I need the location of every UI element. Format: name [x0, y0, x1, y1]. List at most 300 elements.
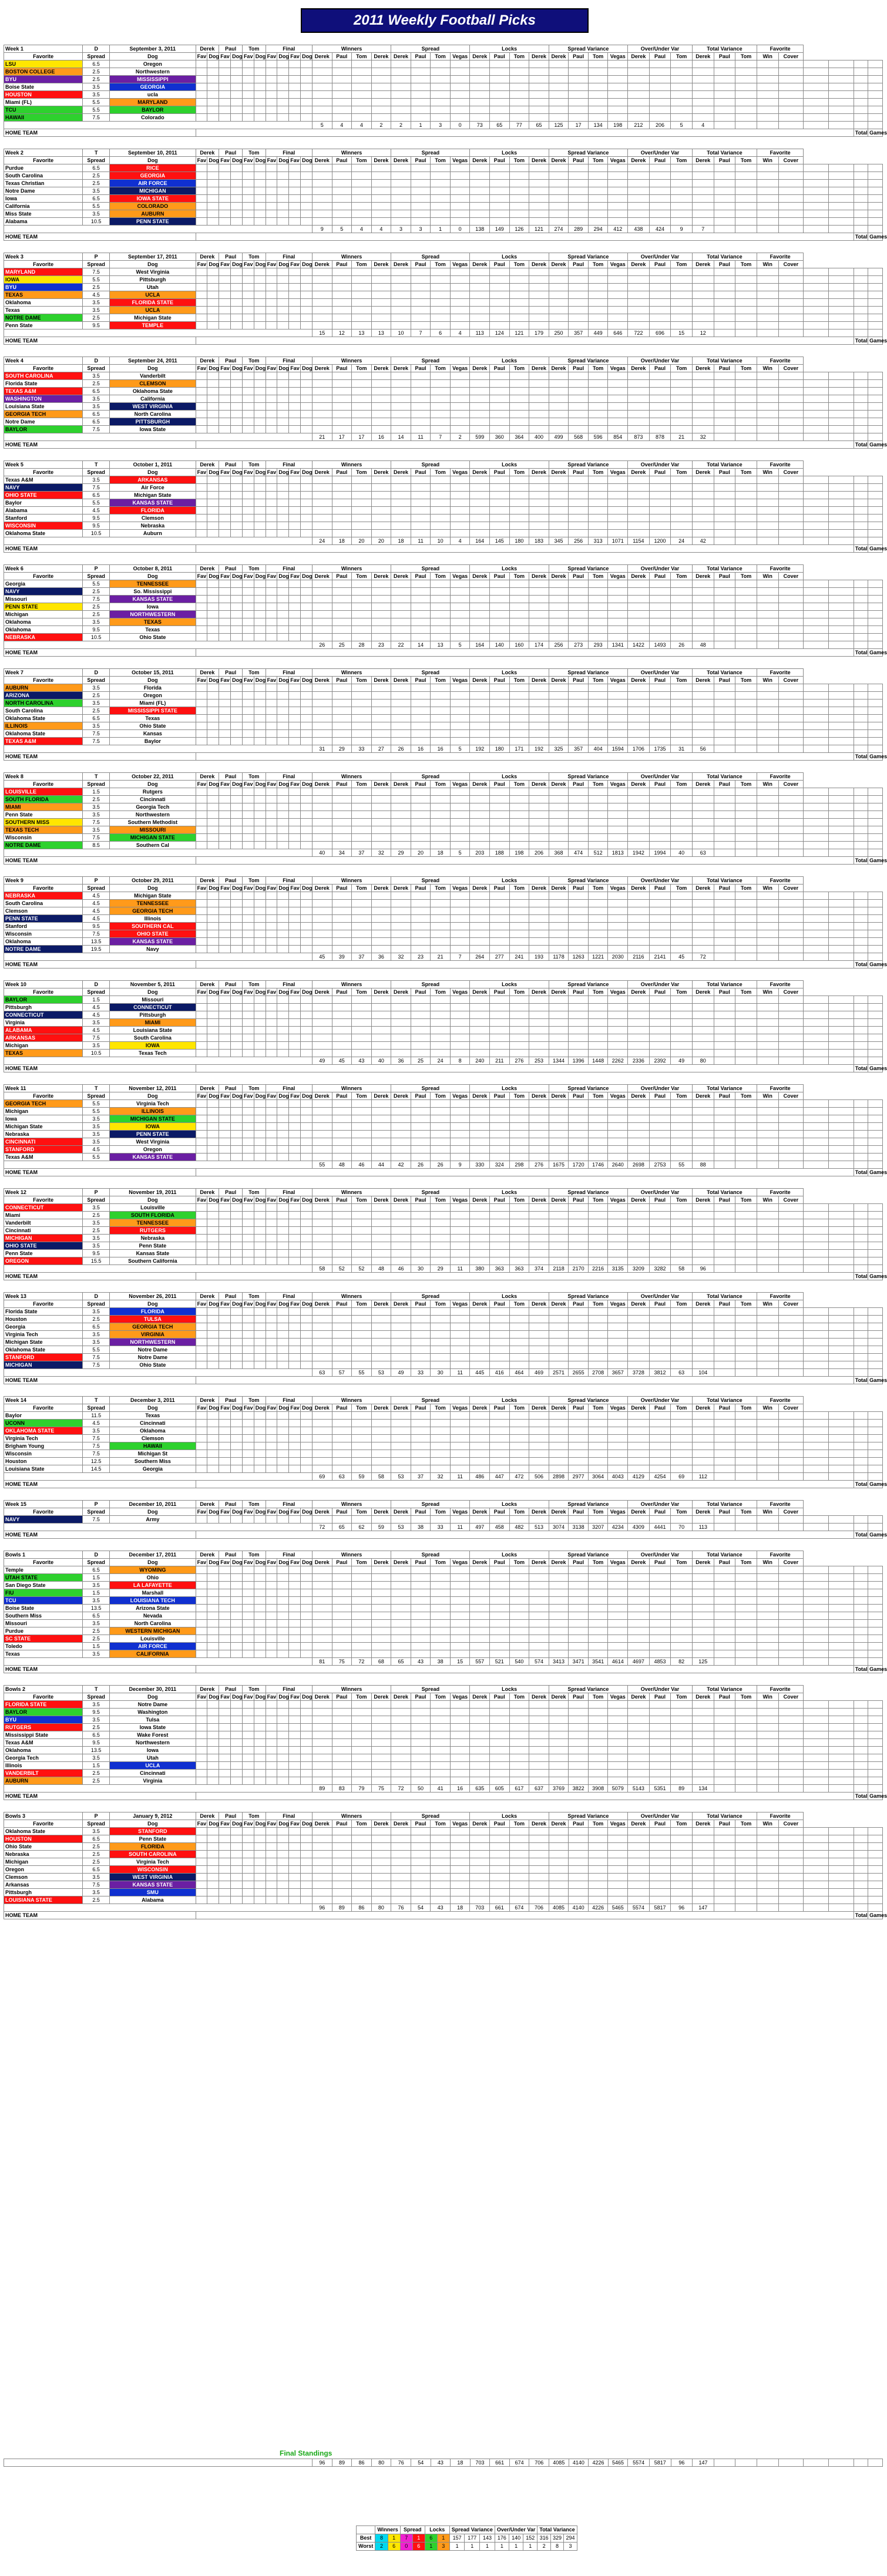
- stat-cell: [509, 203, 529, 210]
- dog-team: MISSOURI: [110, 826, 196, 834]
- score-cell: [219, 738, 231, 745]
- stat-cell: [450, 395, 470, 403]
- score-cell: [266, 580, 277, 588]
- stat-cell: [332, 83, 352, 91]
- stat-cell: [735, 1235, 757, 1242]
- stat-cell: [854, 700, 868, 707]
- stat-cell: [549, 1242, 569, 1250]
- stat-cell: [391, 938, 411, 946]
- col-dog: Dog: [231, 573, 243, 580]
- stat-cell: [431, 834, 451, 842]
- stat-cell: [714, 403, 735, 411]
- stat-cell: [804, 826, 829, 834]
- score-cell: [207, 826, 219, 834]
- col-paul: Paul: [490, 677, 510, 684]
- col-fav: Fav: [219, 988, 231, 996]
- score-cell: [254, 1100, 266, 1108]
- score-cell: [289, 426, 301, 433]
- score-cell: [301, 700, 313, 707]
- dog-team: South Carolina: [110, 1034, 196, 1042]
- score-cell: [277, 403, 289, 411]
- score-cell: [266, 164, 277, 172]
- game-row: [4, 596, 883, 603]
- spread-value: 7.5: [83, 484, 110, 492]
- stat-cell: [312, 907, 332, 915]
- stat-cell: [371, 99, 391, 106]
- stat-cell: [671, 195, 693, 203]
- stat-cell: [371, 1242, 391, 1250]
- stat-cell: [778, 99, 804, 106]
- stat-cell: [529, 203, 549, 210]
- stat-cell: [549, 403, 569, 411]
- stat-cell: [588, 426, 608, 433]
- score-cell: [196, 322, 207, 329]
- stat-cell: [352, 730, 372, 738]
- col-dog: Dog: [110, 157, 196, 164]
- stat-cell: [391, 618, 411, 626]
- col-fav: Fav: [266, 1196, 277, 1204]
- col-fav: Fav: [196, 885, 207, 892]
- home-team-label: HOME TEAM: [4, 1065, 196, 1072]
- stat-cell: [450, 803, 470, 811]
- week-total-value: 324: [490, 1161, 510, 1169]
- stat-cell: [490, 611, 510, 618]
- score-cell: [289, 507, 301, 514]
- stat-cell: [569, 507, 589, 514]
- col-tom: Tom: [431, 261, 451, 268]
- stat-cell: [693, 1212, 714, 1219]
- totals-pad: [714, 641, 735, 649]
- spread-value: 10.5: [83, 634, 110, 641]
- stat-cell: [628, 603, 650, 611]
- group-header: Locks: [470, 565, 549, 573]
- stat-cell: [757, 411, 778, 418]
- stat-cell: [450, 403, 470, 411]
- stat-cell: [569, 803, 589, 811]
- spread-value: 3.5: [83, 395, 110, 403]
- game-row: [4, 826, 883, 834]
- stat-cell: [649, 738, 671, 745]
- stat-cell: [608, 1123, 628, 1131]
- dog-team: MISSISSIPPI: [110, 76, 196, 83]
- stat-cell: [854, 626, 868, 634]
- stat-cell: [529, 834, 549, 842]
- stat-cell: [854, 826, 868, 834]
- total-label: Total: [854, 441, 868, 449]
- stat-cell: [470, 618, 490, 626]
- stat-cell: [470, 530, 490, 537]
- stat-cell: [778, 811, 804, 819]
- score-cell: [242, 996, 254, 1004]
- week-total-value: 2392: [649, 1057, 671, 1065]
- stat-cell: [693, 596, 714, 603]
- score-cell: [207, 1250, 219, 1257]
- stat-cell: [757, 788, 778, 796]
- week-total-value: 1200: [649, 537, 671, 545]
- game-row: [4, 299, 883, 307]
- score-cell: [207, 106, 219, 114]
- stat-cell: [332, 826, 352, 834]
- stat-cell: [608, 1115, 628, 1123]
- stat-cell: [391, 411, 411, 418]
- stat-cell: [868, 284, 883, 291]
- stat-cell: [628, 1115, 650, 1123]
- stat-cell: [490, 715, 510, 722]
- score-cell: [289, 588, 301, 596]
- stat-cell: [569, 60, 589, 68]
- score-cell: [289, 1027, 301, 1034]
- stat-cell: [391, 418, 411, 426]
- stat-cell: [693, 388, 714, 395]
- stat-cell: [352, 380, 372, 388]
- game-row: [4, 203, 883, 210]
- stat-cell: [671, 60, 693, 68]
- stat-cell: [411, 426, 431, 433]
- stat-cell: [829, 530, 854, 537]
- score-cell: [242, 187, 254, 195]
- stat-cell: [649, 1235, 671, 1242]
- stat-cell: [854, 1011, 868, 1019]
- dog-team: KANSAS STATE: [110, 938, 196, 946]
- final-header: Final: [266, 253, 312, 261]
- score-cell: [196, 268, 207, 276]
- stat-cell: [509, 1212, 529, 1219]
- stat-cell: [431, 1004, 451, 1011]
- score-cell: [231, 276, 243, 284]
- stat-cell: [693, 803, 714, 811]
- score-cell: [289, 276, 301, 284]
- stat-cell: [608, 307, 628, 314]
- stat-cell: [693, 68, 714, 76]
- stat-cell: [735, 418, 757, 426]
- tom-header: Tom: [242, 149, 266, 157]
- stat-cell: [778, 291, 804, 299]
- week-total-value: 113: [470, 329, 490, 337]
- stat-cell: [757, 588, 778, 596]
- game-row: [4, 1115, 883, 1123]
- score-cell: [207, 180, 219, 187]
- score-cell: [242, 284, 254, 291]
- score-cell: [301, 634, 313, 641]
- stat-cell: [608, 291, 628, 299]
- score-cell: [242, 803, 254, 811]
- group-header: Locks: [470, 461, 549, 469]
- stat-cell: [470, 692, 490, 700]
- stat-cell: [868, 996, 883, 1004]
- stat-cell: [829, 842, 854, 849]
- spread-value: 6.5: [83, 715, 110, 722]
- col-dog: Dog: [277, 1196, 289, 1204]
- score-cell: [196, 715, 207, 722]
- score-cell: [254, 1042, 266, 1050]
- favorite-team: Oklahoma: [4, 626, 83, 634]
- stat-cell: [854, 803, 868, 811]
- stat-cell: [804, 796, 829, 803]
- col-tom: Tom: [671, 988, 693, 996]
- stat-cell: [588, 1115, 608, 1123]
- score-cell: [266, 1250, 277, 1257]
- stat-cell: [411, 195, 431, 203]
- stat-cell: [735, 1242, 757, 1250]
- col-tom: Tom: [431, 988, 451, 996]
- col-derek: Derek: [628, 988, 650, 996]
- score-cell: [219, 1100, 231, 1108]
- week-date: October 22, 2011: [110, 773, 196, 781]
- score-cell: [266, 195, 277, 203]
- score-cell: [277, 172, 289, 180]
- stat-cell: [431, 796, 451, 803]
- stat-cell: [450, 307, 470, 314]
- stat-cell: [549, 1154, 569, 1161]
- stat-cell: [628, 938, 650, 946]
- stat-cell: [332, 1100, 352, 1108]
- favorite-team: TEXAS A&M: [4, 738, 83, 745]
- stat-cell: [529, 1204, 549, 1212]
- stat-cell: [490, 596, 510, 603]
- stat-cell: [569, 1138, 589, 1146]
- stat-cell: [757, 900, 778, 907]
- week-total-value: 2141: [649, 953, 671, 961]
- score-cell: [231, 1212, 243, 1219]
- stat-cell: [411, 1019, 431, 1027]
- stat-cell: [529, 426, 549, 433]
- week-total-value: 45: [312, 953, 332, 961]
- group-header: Spread Variance: [549, 669, 627, 677]
- stat-cell: [490, 195, 510, 203]
- stat-cell: [569, 811, 589, 819]
- score-cell: [266, 218, 277, 226]
- week-total-value: 16: [431, 745, 451, 753]
- stat-cell: [509, 284, 529, 291]
- favorite-team: Michigan: [4, 1108, 83, 1115]
- stat-cell: [371, 68, 391, 76]
- score-cell: [277, 1115, 289, 1123]
- stat-cell: [431, 180, 451, 187]
- col-paul: Paul: [649, 781, 671, 788]
- week-total-value: 34: [332, 849, 352, 857]
- group-header: Over/Under Var: [628, 253, 693, 261]
- stat-cell: [509, 380, 529, 388]
- dog-team: TENNESSEE: [110, 580, 196, 588]
- stat-cell: [490, 388, 510, 395]
- stat-cell: [450, 60, 470, 68]
- stat-cell: [391, 907, 411, 915]
- stat-cell: [391, 803, 411, 811]
- stat-cell: [778, 892, 804, 900]
- stat-cell: [649, 626, 671, 634]
- stat-cell: [569, 426, 589, 433]
- col-paul: Paul: [714, 157, 735, 164]
- stat-cell: [649, 164, 671, 172]
- week-total-value: 1396: [569, 1057, 589, 1065]
- dog-team: Texas: [110, 626, 196, 634]
- stat-cell: [332, 291, 352, 299]
- col-tom: Tom: [431, 677, 451, 684]
- stat-cell: [470, 1154, 490, 1161]
- stat-cell: [671, 842, 693, 849]
- stat-cell: [628, 1108, 650, 1115]
- totals-pad: [735, 1057, 757, 1065]
- stat-cell: [549, 811, 569, 819]
- stat-cell: [757, 499, 778, 507]
- score-cell: [277, 276, 289, 284]
- stat-cell: [431, 203, 451, 210]
- stat-cell: [431, 938, 451, 946]
- stat-cell: [649, 1204, 671, 1212]
- stat-cell: [490, 1100, 510, 1108]
- favorite-team: Michigan: [4, 611, 83, 618]
- stat-cell: [628, 1050, 650, 1057]
- stat-cell: [431, 426, 451, 433]
- week-picker-letter: T: [83, 461, 110, 469]
- stat-cell: [549, 1250, 569, 1257]
- stat-cell: [804, 1100, 829, 1108]
- score-cell: [301, 307, 313, 314]
- score-cell: [242, 684, 254, 692]
- stat-cell: [352, 291, 372, 299]
- col-paul: Paul: [714, 677, 735, 684]
- stat-cell: [549, 796, 569, 803]
- stat-cell: [529, 1131, 549, 1138]
- stat-cell: [588, 1019, 608, 1027]
- score-cell: [254, 314, 266, 322]
- stat-cell: [411, 684, 431, 692]
- stat-cell: [693, 618, 714, 626]
- stat-cell: [671, 938, 693, 946]
- stat-cell: [450, 1131, 470, 1138]
- stat-cell: [431, 172, 451, 180]
- score-cell: [196, 372, 207, 380]
- stat-cell: [450, 580, 470, 588]
- stat-cell: [649, 203, 671, 210]
- score-cell: [289, 476, 301, 484]
- stat-cell: [714, 210, 735, 218]
- score-cell: [207, 76, 219, 83]
- group-header: Spread Variance: [549, 149, 627, 157]
- home-spacer: [196, 961, 854, 968]
- stat-cell: [628, 380, 650, 388]
- stat-cell: [854, 1242, 868, 1250]
- stat-cell: [529, 99, 549, 106]
- score-cell: [242, 722, 254, 730]
- stat-cell: [549, 322, 569, 329]
- score-cell: [207, 1034, 219, 1042]
- game-row: [4, 507, 883, 514]
- stat-cell: [509, 1242, 529, 1250]
- stat-cell: [391, 692, 411, 700]
- stat-cell: [391, 603, 411, 611]
- spread-value: 8.5: [83, 842, 110, 849]
- score-cell: [254, 68, 266, 76]
- stat-cell: [714, 796, 735, 803]
- stat-cell: [671, 580, 693, 588]
- stat-cell: [332, 284, 352, 291]
- stat-cell: [470, 314, 490, 322]
- stat-cell: [509, 588, 529, 596]
- week-totals-row: [4, 953, 883, 961]
- score-cell: [231, 611, 243, 618]
- game-row: [4, 796, 883, 803]
- stat-cell: [778, 395, 804, 403]
- game-row: [4, 834, 883, 842]
- stat-cell: [470, 1242, 490, 1250]
- group-header: Winners: [312, 45, 391, 53]
- stat-cell: [714, 730, 735, 738]
- stat-cell: [829, 1027, 854, 1034]
- week-total-value: 26: [431, 1161, 451, 1169]
- score-cell: [242, 892, 254, 900]
- stat-cell: [778, 707, 804, 715]
- stat-cell: [671, 426, 693, 433]
- tom-header: Tom: [242, 1085, 266, 1092]
- col-favorite: Favorite: [4, 365, 83, 372]
- stat-cell: [735, 388, 757, 395]
- col-dog: Dog: [207, 677, 219, 684]
- favorite-team: Missouri: [4, 596, 83, 603]
- stat-cell: [352, 388, 372, 395]
- score-cell: [207, 91, 219, 99]
- stat-cell: [332, 684, 352, 692]
- stat-cell: [391, 700, 411, 707]
- week-total-value: 5: [332, 226, 352, 233]
- stat-cell: [450, 626, 470, 634]
- stat-cell: [588, 291, 608, 299]
- stat-cell: [693, 187, 714, 195]
- col-paul: Paul: [569, 469, 589, 476]
- stat-cell: [509, 811, 529, 819]
- stat-cell: [470, 372, 490, 380]
- stat-cell: [431, 738, 451, 745]
- stat-cell: [529, 626, 549, 634]
- stat-cell: [608, 68, 628, 76]
- stat-cell: [549, 164, 569, 172]
- score-cell: [289, 915, 301, 923]
- favorite-team: Iowa: [4, 1115, 83, 1123]
- stat-cell: [588, 788, 608, 796]
- stat-cell: [868, 372, 883, 380]
- stat-cell: [371, 596, 391, 603]
- week-totals-row: [4, 1057, 883, 1065]
- stat-cell: [757, 1219, 778, 1227]
- stat-cell: [312, 700, 332, 707]
- col-dog: Dog: [277, 469, 289, 476]
- score-cell: [196, 842, 207, 849]
- stat-cell: [757, 164, 778, 172]
- stat-cell: [854, 372, 868, 380]
- stat-cell: [371, 1250, 391, 1257]
- stat-cell: [352, 996, 372, 1004]
- dog-team: Southern Cal: [110, 842, 196, 849]
- stat-cell: [569, 588, 589, 596]
- col-dog: Dog: [254, 469, 266, 476]
- group-header: Winners: [312, 149, 391, 157]
- stat-cell: [470, 418, 490, 426]
- stat-cell: [509, 484, 529, 492]
- group-header: Favorite: [757, 461, 803, 469]
- score-cell: [242, 1034, 254, 1042]
- score-cell: [277, 1219, 289, 1227]
- totals-spacer: [4, 537, 313, 545]
- col-paul: Paul: [569, 988, 589, 996]
- col-spread: Spread: [83, 469, 110, 476]
- stat-cell: [829, 700, 854, 707]
- home-team-label: HOME TEAM: [4, 233, 196, 241]
- score-cell: [196, 1011, 207, 1019]
- stat-cell: [450, 700, 470, 707]
- stat-cell: [352, 692, 372, 700]
- stat-cell: [529, 307, 549, 314]
- stat-cell: [352, 684, 372, 692]
